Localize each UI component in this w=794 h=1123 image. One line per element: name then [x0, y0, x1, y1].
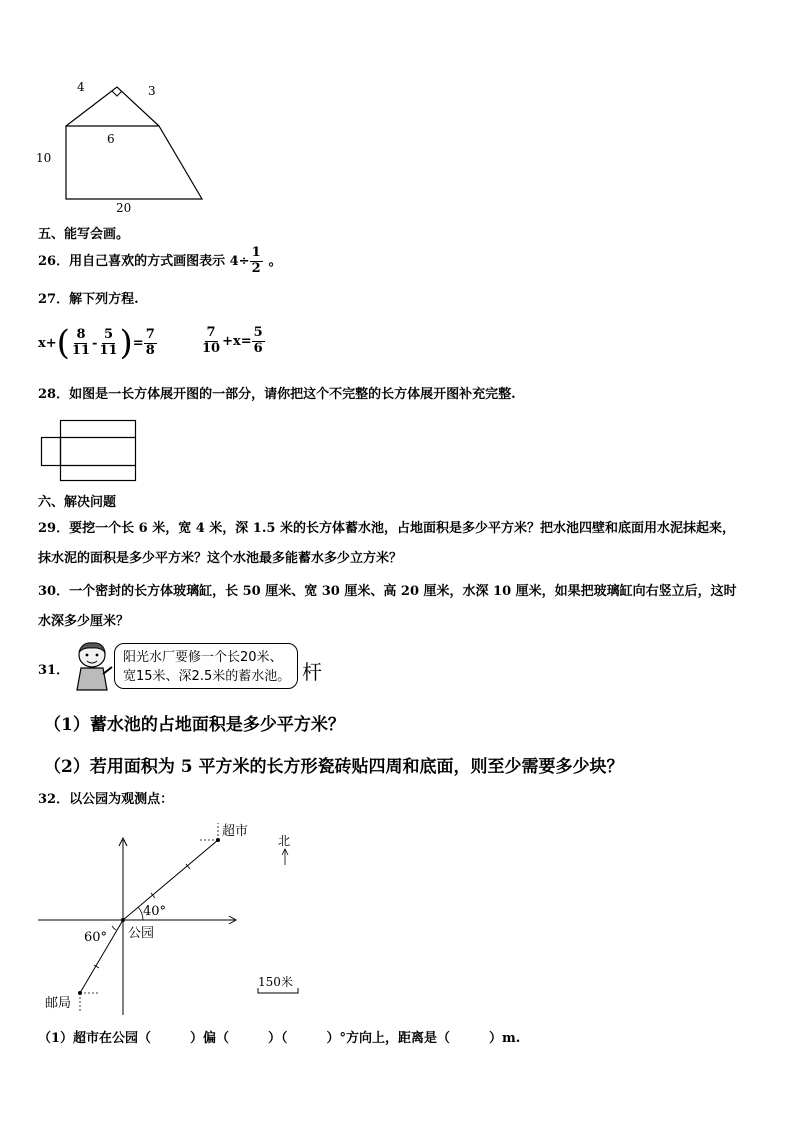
- eq1-equals: =: [132, 335, 144, 351]
- eq1-fraction-3: [144, 328, 157, 359]
- q26-numerator: 1: [251, 245, 261, 260]
- label-3: 3: [148, 84, 156, 98]
- question-28: 28．如图是一长方体展开图的一部分，请你把这个不完整的长方体展开图补充完整.: [38, 387, 516, 402]
- section-five-title: 五、能写会画。: [38, 227, 130, 242]
- eq2-fraction-2: [252, 326, 265, 357]
- question-32-title: 32．以公园为观测点：: [38, 792, 174, 807]
- section-six-title: 六、解决问题: [38, 495, 117, 510]
- eq2-d2: 6: [253, 340, 263, 356]
- trapezoid-shape: [66, 126, 202, 199]
- bubble-line-1: 阳光水厂要修一个长20米、: [123, 650, 283, 665]
- boy-cartoon-icon: [72, 640, 114, 692]
- cuboid-net-figure: [30, 410, 150, 485]
- eq1-fraction-2: [97, 328, 119, 359]
- label-6: 6: [107, 132, 115, 146]
- label-angle-60: 60°: [84, 930, 108, 945]
- eq2-n2: 5: [253, 325, 263, 340]
- eq2-d1: 10: [202, 340, 221, 356]
- q26-fraction: [250, 246, 263, 277]
- question-27-title: 27．解下列方程.: [38, 292, 139, 307]
- eq1-d3: 8: [145, 342, 155, 358]
- eq1-n3: 7: [145, 326, 155, 342]
- eq2-fraction-1: [200, 326, 222, 357]
- question-31-number: 31．: [38, 663, 70, 678]
- label-angle-40: 40°: [143, 904, 167, 919]
- equation-2: [200, 326, 265, 357]
- eq1-d2: 11: [99, 342, 118, 358]
- bubble-line-2: 宽15米、深2.5米的蓄水池。: [123, 669, 291, 684]
- question-30-line2: 水深多少厘米？: [38, 614, 130, 629]
- question-31-sub2: （2）若用面积为 5 平方米的长方形瓷砖贴四周和底面，则至少需要多少块？: [44, 757, 624, 777]
- question-31-sub1: （1）蓄水池的占地面积是多少平方米？: [44, 715, 345, 735]
- label-north: 北: [278, 834, 291, 848]
- trapezoid-figure: [0, 0, 260, 220]
- question-26: [38, 246, 282, 277]
- eq1-n2: 5: [103, 326, 113, 342]
- label-20: 20: [116, 201, 132, 215]
- equation-1: [38, 323, 157, 363]
- q26-text: 26．用自己喜欢的方式画图表示 4÷: [38, 253, 250, 269]
- eq1-lead: x+: [38, 335, 57, 351]
- label-supermarket: 超市: [222, 824, 249, 839]
- label-park: 公园: [128, 926, 155, 941]
- label-post-office: 邮局: [45, 996, 72, 1011]
- eq1-minus: -: [92, 335, 98, 351]
- label-4: 4: [77, 80, 85, 94]
- stray-character: 杆: [302, 660, 322, 684]
- question-30-line1: 30．一个密封的长方体玻璃缸，长 50 厘米、宽 30 厘米、高 20 厘米，水深 10 厘米，如果把玻璃缸向右竖立后，这时: [38, 584, 737, 599]
- q26-denominator: 2: [251, 260, 261, 276]
- eq1-d1: 11: [71, 342, 91, 358]
- eq2-mid: +x=: [222, 333, 252, 349]
- right-angle-mark: [112, 91, 122, 96]
- eq1-open-paren: (: [56, 323, 70, 363]
- speech-bubble: [114, 643, 298, 689]
- question-29-line2: 抹水泥的面积是多少平方米？这个水池最多能蓄水多少立方米？: [38, 551, 403, 566]
- label-10: 10: [36, 151, 52, 165]
- question-29-line1: 29．要挖一个长 6 米，宽 4 米，深 1.5 米的长方体蓄水池，占地面积是多少平方米？把水池四壁和底面用水泥抹起来，: [38, 521, 735, 536]
- label-scale: 150米: [258, 975, 293, 989]
- eq1-n1: 8: [76, 326, 86, 342]
- question-32-sub1: （1）超市在公园（ ）偏（ ）（ ）°方向上，距离是（ ）m.: [38, 1031, 521, 1046]
- direction-map: [0, 815, 330, 1020]
- q26-suffix: 。: [268, 253, 282, 269]
- eq2-n1: 7: [206, 325, 216, 340]
- eq1-close-paren: ): [119, 323, 133, 363]
- eq1-fraction-1: [70, 328, 92, 359]
